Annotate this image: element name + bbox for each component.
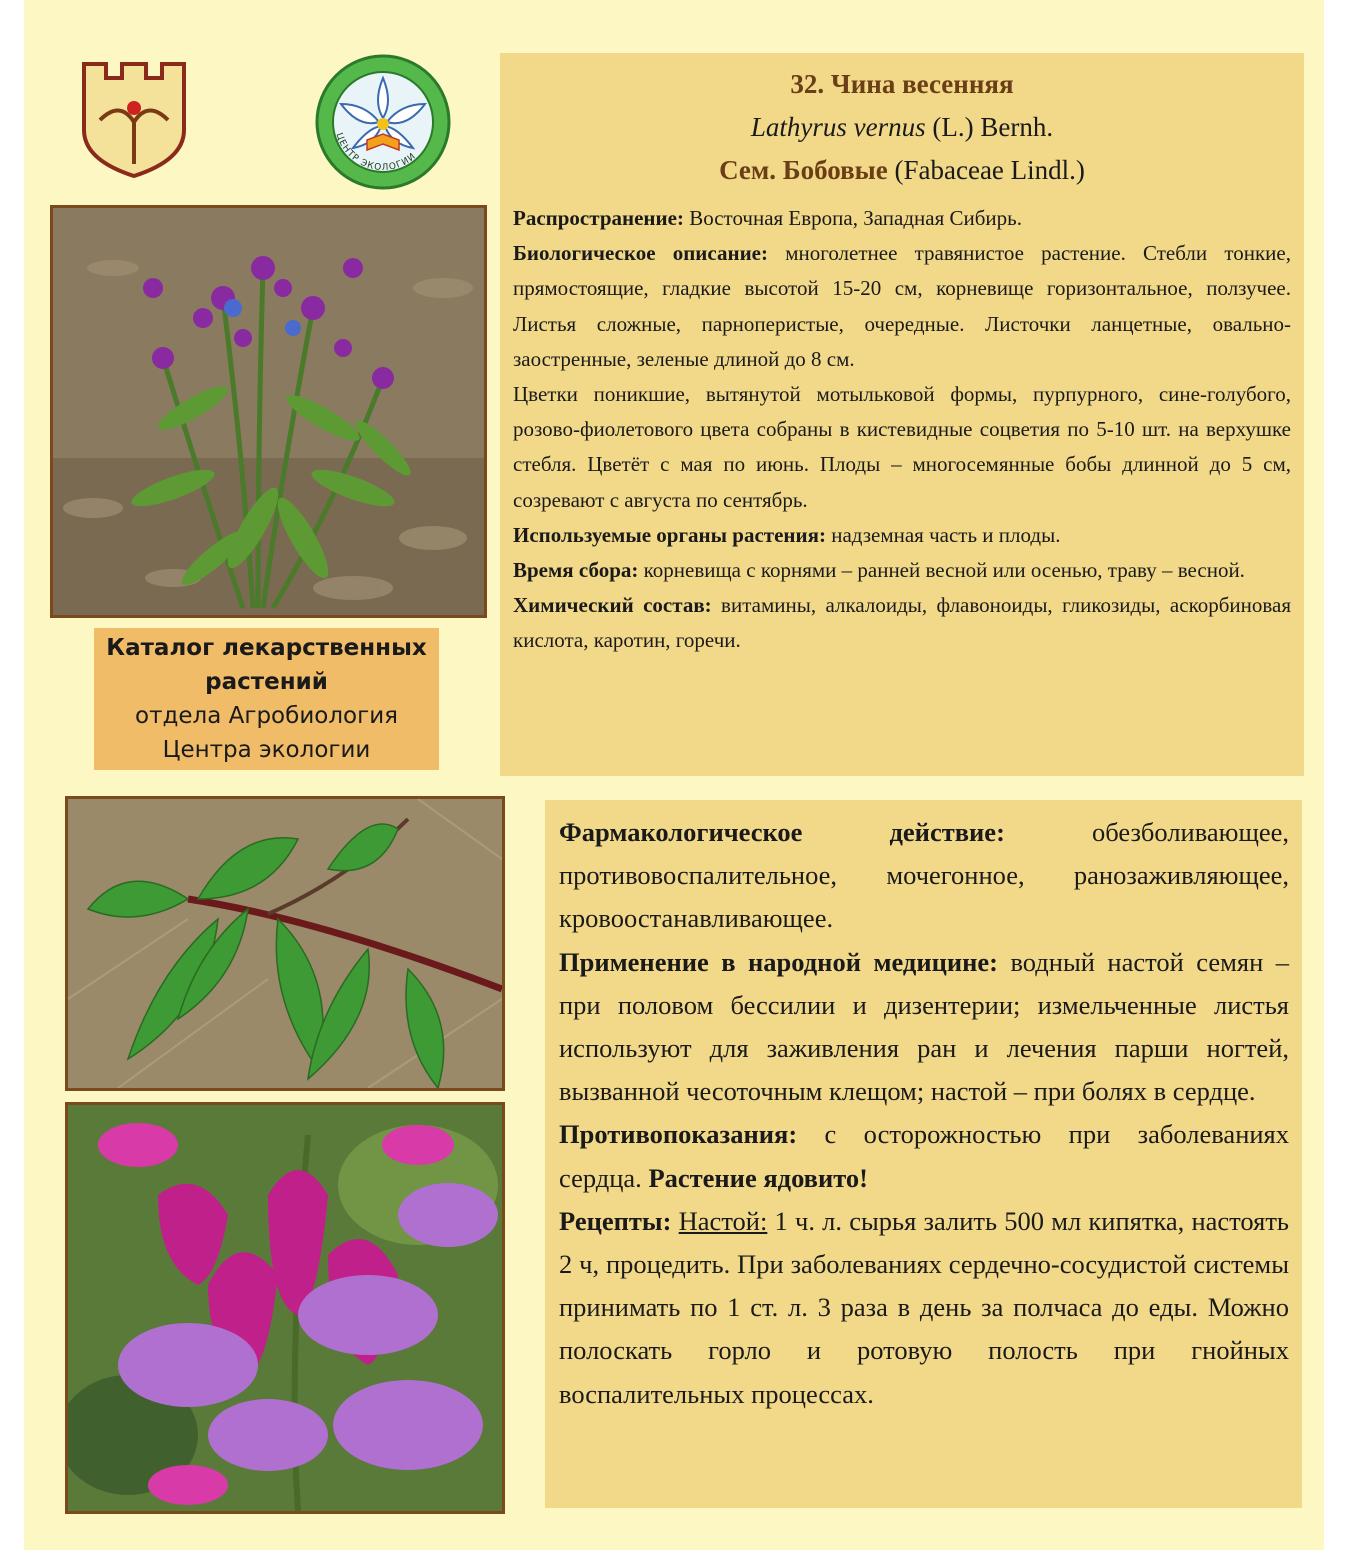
catalog-label	[94, 628, 439, 770]
family-name: Сем. Бобовые (Fabaceae Lindl.)	[719, 155, 1085, 185]
catalog-title: Каталог лекарственных растений	[106, 635, 427, 695]
eco-ring-text: ЦЕНТР ЭКОЛОГИИ	[333, 131, 419, 174]
harvest-para: Время сбора: корневища с корнями – ранней весной или осенью, траву – весной.	[513, 558, 1245, 583]
shield-logo-icon	[80, 60, 188, 178]
distribution-para: Распространение: Восточная Европа, Западная Сибирь.	[513, 206, 1022, 230]
chem-para: Химический состав: витамины, алкалоиды, флавоноиды, гликозиды, аскорбиновая кислота, каротин, горечи.	[513, 593, 1291, 653]
action-para: Фармакологическое действие: обезболивающее, противовоспалительное, мочегонное, ранозаживляющее, кровоостанавливающее.	[559, 817, 1289, 934]
folk-para: Применение в народной медицине: водный настой семян – при половом бессилии и дизентерии; измельченные листья используют для заживления ран и лечения парши ногтей, вызванной чесоточным клещом; настой – при болях в сердце.	[559, 946, 1289, 1107]
eco-center-logo-icon	[313, 52, 453, 192]
poison-warning: Растение ядовито!	[648, 1162, 868, 1193]
recipes-para: Рецепты: Настой: 1 ч. л. сырья залить 500 мл кипятка, настоять 2 ч, процедить. При заболеваниях сердечно-сосудистой системы принимать по 1 ст. л. 3 раза в день за полчаса до еды. Можно полоскать горло и ротовую полость при гнойных воспалительных процессах.	[559, 1205, 1290, 1409]
contra-para: Противопоказания: с осторожностью при заболеваниях сердца. Растение ядовито!	[559, 1119, 1289, 1193]
latin-name: Lathyrus vernus (L.) Bernh.	[750, 112, 1054, 142]
catalog-center: Центра экологии	[162, 737, 371, 763]
flowers-para: Цветки поникшие, вытянутой мотыльковой формы, пурпурного, сине-голубого, розово-фиолетового цвета собраны в кистевидные соцветия по 5-10 шт. на верхушке стебля. Цветёт с мая по июнь. Плоды – многосемянные бобы длинной до 5 см, созревают с августа по сентябрь.	[513, 382, 1291, 512]
description-text	[513, 201, 1291, 659]
bio-para: Биологическое описание: многолетнее травянистое растение. Стебли тонкие, прямостоящие, гладкие высотой 15-20 см, корневище горизонтальное, ползучее. Листья сложные, парноперистые, очередные. Листочки ланцетные, овально-заостренные, зеленые длиной до 8 см.	[513, 241, 1291, 371]
pharma-text	[559, 811, 1289, 1416]
plant-photo-icon	[50, 205, 487, 618]
leaves-photo-icon	[65, 796, 505, 1091]
organs-para: Используемые органы растения: надземная часть и плоды.	[513, 522, 1061, 547]
page-title: 32. Чина весенняя	[790, 69, 1014, 99]
plant-header	[500, 63, 1304, 192]
catalog-department: отдела Агробиология	[135, 703, 398, 729]
recipe-name: Настой:	[678, 1205, 768, 1236]
flowers-photo-icon	[65, 1102, 505, 1514]
